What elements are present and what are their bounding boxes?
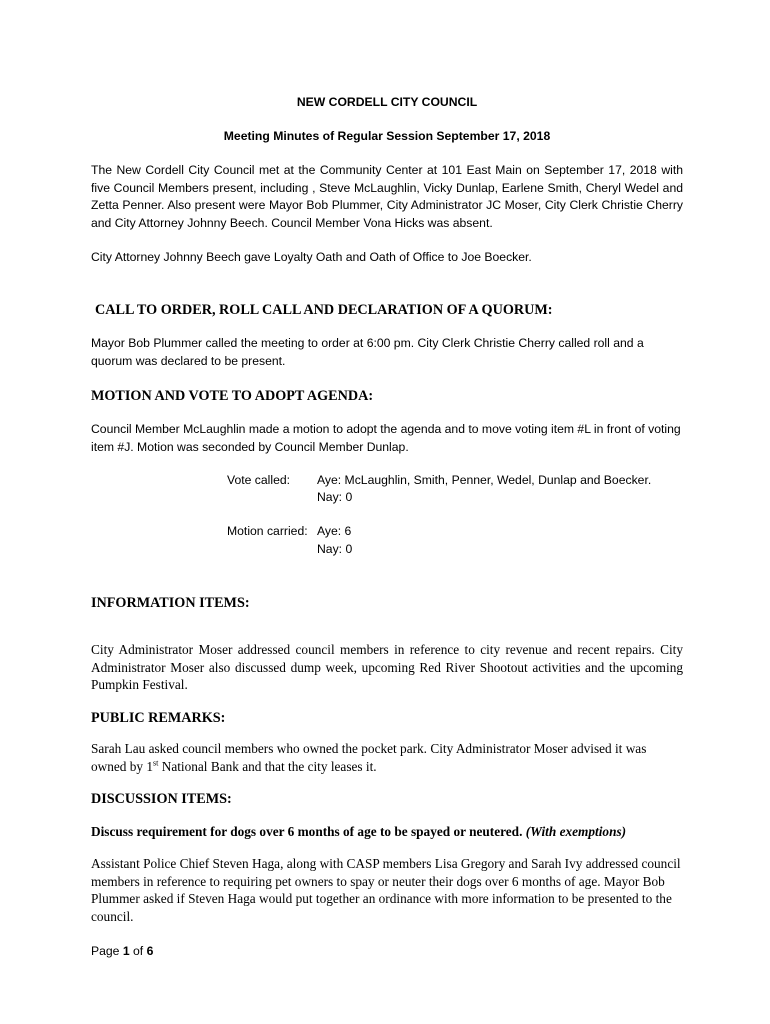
- public-remarks-ordinal: st: [153, 758, 159, 768]
- page-current: 1: [122, 944, 130, 958]
- motion-carried-nay: Nay: 0: [317, 542, 353, 556]
- motion-carried-label: Motion carried:: [227, 524, 308, 538]
- public-remarks-text-start: Sarah Lau asked council members who owned the pocket park. City Administrator Moser advised it was owned by 1: [91, 741, 647, 774]
- adopt-agenda-heading: MOTION AND VOTE TO ADOPT AGENDA:: [91, 388, 374, 404]
- document-title: NEW CORDELL CITY COUNCIL: [296, 95, 478, 109]
- discussion-items-heading: DISCUSSION ITEMS:: [91, 791, 232, 807]
- vote-called-nay: Nay: 0: [317, 490, 353, 504]
- call-to-order-body: Mayor Bob Plummer called the meeting to order at 6:00 pm. City Clerk Christie Cherry called roll and a quorum was declared to be present.: [91, 336, 644, 368]
- page-total: 6: [146, 944, 154, 958]
- adopt-agenda-body: Council Member McLaughlin made a motion to adopt the agenda and to move voting item #L in front of voting item #J. Motion was seconded by Council Member Dunlap.: [91, 422, 681, 454]
- intro-paragraph: The New Cordell City Council met at the Community Center at 101 East Main on September 17, 2018 with five Council Members present, including , Steve McLaughlin, Vicky Dunlap, Earlene Smith, Cheryl Wedel and Zetta Penner. Also present were Mayor Bob Plummer, City Administrator JC Moser, City Clerk Christie Cherry and City Attorney Johnny Beech. Council Member Vona Hicks was absent.: [91, 163, 683, 230]
- discussion-item-note: (With exemptions): [525, 824, 627, 839]
- oath-paragraph: City Attorney Johnny Beech gave Loyalty Oath and Oath of Office to Joe Boecker.: [91, 250, 532, 264]
- information-items-body: City Administrator Moser addressed council members in reference to city revenue and recent repairs. City Administrator Moser also discussed dump week, upcoming Red River Shootout activities and the upcoming Pumpkin Festival.: [91, 642, 683, 692]
- discussion-item-title-text: Discuss requirement for dogs over 6 months of age to be spayed or neutered.: [91, 824, 523, 839]
- page-footer: [91, 943, 683, 961]
- page-of: of: [133, 944, 144, 958]
- information-items-heading: INFORMATION ITEMS:: [91, 595, 250, 611]
- document-subtitle: Meeting Minutes of Regular Session September 17, 2018: [223, 129, 551, 143]
- public-remarks-body: [91, 740, 683, 775]
- vote-called-aye: Aye: McLaughlin, Smith, Penner, Wedel, Dunlap and Boecker.: [317, 473, 652, 487]
- vote-called-label: Vote called:: [227, 473, 291, 487]
- public-remarks-text-end: National Bank and that the city leases it.: [158, 758, 377, 774]
- call-to-order-heading: CALL TO ORDER, ROLL CALL AND DECLARATION OF A QUORUM:: [95, 302, 553, 318]
- discussion-item-body: Assistant Police Chief Steven Haga, along with CASP members Lisa Gregory and Sarah Ivy addressed council members in reference to requiring pet owners to spay or neuter their dogs over 6 months of age. Mayor Bob Plummer asked if Steven Haga would put together an ordinance with more information to be presented to the council.: [91, 856, 681, 924]
- page-label: Page: [91, 944, 120, 958]
- motion-carried-aye: Aye: 6: [317, 524, 352, 538]
- discussion-item-title: [91, 823, 683, 841]
- public-remarks-heading: PUBLIC REMARKS:: [91, 710, 226, 726]
